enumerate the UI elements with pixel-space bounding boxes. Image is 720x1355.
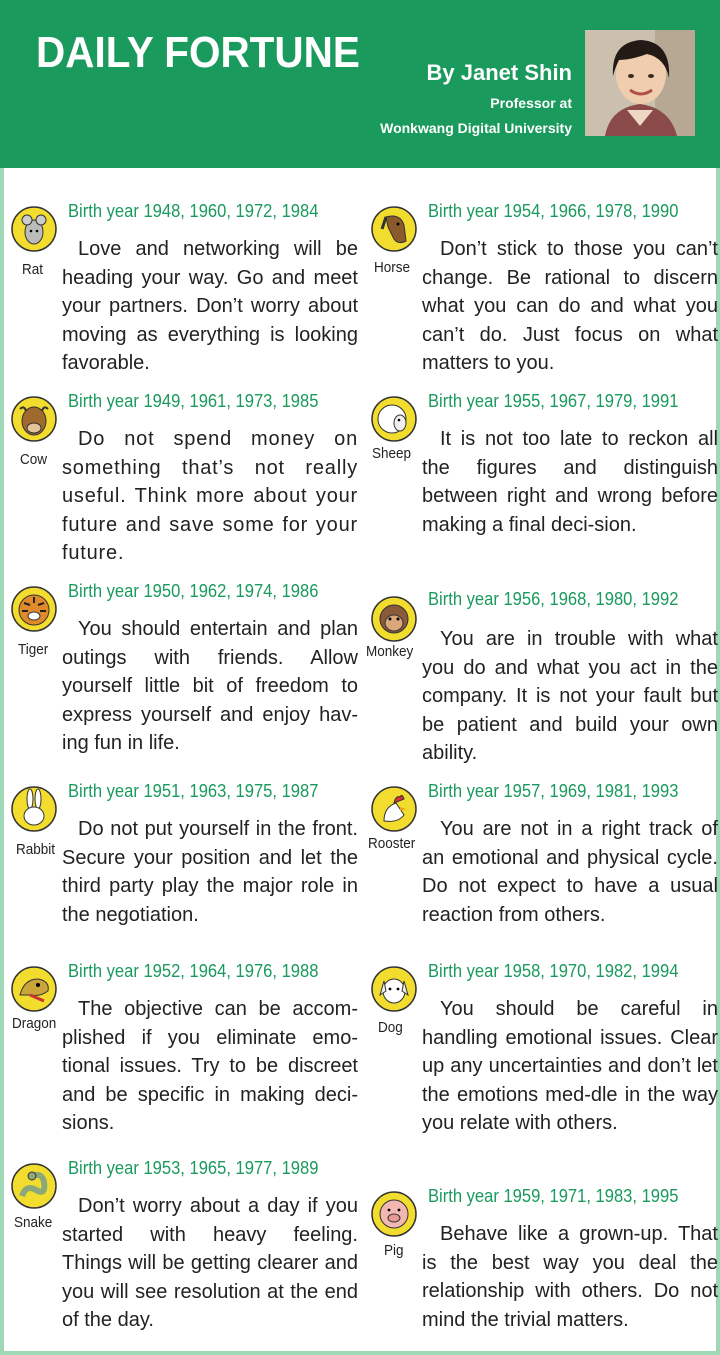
sign-name: Monkey xyxy=(366,643,414,660)
fortune-text: You are in trouble with what you do and what you act in the company. It is not your fault but be patient and build your own ability. xyxy=(422,628,718,764)
sign-name: Pig xyxy=(384,1242,404,1259)
header-banner xyxy=(0,0,720,168)
fortune-text: You should entertain and plan outings with friends. Allow yourself little bit of freedom to express yourself and enjoy hav-ing fun in life. xyxy=(62,618,358,754)
birth-years: Birth year 1956, 1968, 1980, 1992 xyxy=(428,589,679,609)
sign-name: Snake xyxy=(14,1214,53,1231)
tiger-icon xyxy=(10,585,58,633)
cow-icon xyxy=(10,395,58,443)
birth-years: Birth year 1954, 1966, 1978, 1990 xyxy=(428,201,679,221)
birth-years: Birth year 1952, 1964, 1976, 1988 xyxy=(68,961,319,981)
dog-icon xyxy=(370,965,418,1013)
sign-name: Cow xyxy=(20,451,48,468)
sign-name: Rat xyxy=(22,261,44,278)
sheep-icon xyxy=(370,395,418,443)
rat-icon xyxy=(10,205,58,253)
sign-name: Rabbit xyxy=(16,841,56,858)
pig-icon xyxy=(370,1190,418,1238)
fortune-text: Don’t worry about a day if you started with heavy feeling. Things will be getting clearer and you will see resolution at the end of the day. xyxy=(62,1195,358,1331)
fortune-text: Don’t stick to those you can’t change. Be rational to discern what you can do and what you can’t do. Just focus on what matters to you. xyxy=(422,238,718,374)
birth-years: Birth year 1958, 1970, 1982, 1994 xyxy=(428,961,679,981)
birth-years: Birth year 1957, 1969, 1981, 1993 xyxy=(428,781,679,801)
author-affiliation: Wonkwang Digital University xyxy=(380,120,572,136)
fortune-text: Do not put yourself in the front. Secure your position and let the third party play the major role in the negotiation. xyxy=(62,818,358,926)
dragon-icon xyxy=(10,965,58,1013)
author-photo xyxy=(585,30,695,136)
fortune-text: It is not too late to reckon all the figures and distinguish between right and wrong before making a final deci-sion. xyxy=(422,428,718,536)
fortune-text: You are not in a right track of an emotional and physical cycle. Do not expect to have a usual reaction from others. xyxy=(422,818,718,926)
birth-years: Birth year 1948, 1960, 1972, 1984 xyxy=(68,201,319,221)
birth-years: Birth year 1950, 1962, 1974, 1986 xyxy=(68,581,319,601)
sign-name: Dragon xyxy=(12,1015,57,1032)
sign-name: Rooster xyxy=(368,835,416,852)
rooster-icon xyxy=(370,785,418,833)
sign-name: Sheep xyxy=(372,445,412,462)
rabbit-icon xyxy=(10,785,58,833)
snake-icon xyxy=(10,1162,58,1210)
sign-name: Tiger xyxy=(18,641,49,658)
birth-years: Birth year 1953, 1965, 1977, 1989 xyxy=(68,1158,319,1178)
monkey-icon xyxy=(370,595,418,643)
birth-years: Birth year 1955, 1967, 1979, 1991 xyxy=(428,391,679,411)
author-role: Professor at xyxy=(490,95,572,111)
birth-years: Birth year 1949, 1961, 1973, 1985 xyxy=(68,391,319,411)
fortune-text: Do not spend money on something that’s not really useful. Think more about your future and save some for your future. xyxy=(62,428,358,564)
author-byline: By Janet Shin xyxy=(426,60,572,85)
fortune-text: You should be careful in handling emotional issues. Clear up any uncertainties and don’t let the emotions med-dle in the way you relate with others. xyxy=(422,998,718,1134)
sign-name: Horse xyxy=(374,259,411,276)
page-title: DAILY FORTUNE xyxy=(36,28,360,77)
horse-icon xyxy=(370,205,418,253)
fortune-text: Love and networking will be heading your way. Go and meet your partners. Don’t worry about moving as everything is looking favorable. xyxy=(62,238,358,374)
birth-years: Birth year 1959, 1971, 1983, 1995 xyxy=(428,1186,679,1206)
fortune-text: The objective can be accom-plished if you eliminate emo-tional issues. Try to be discreet and be specific in making deci-sions. xyxy=(62,998,358,1134)
birth-years: Birth year 1951, 1963, 1975, 1987 xyxy=(68,781,319,801)
sign-name: Dog xyxy=(378,1019,403,1036)
fortune-text: Behave like a grown-up. That is the best way you deal the relationship with others. Do not mind the trivial matters. xyxy=(422,1223,718,1331)
